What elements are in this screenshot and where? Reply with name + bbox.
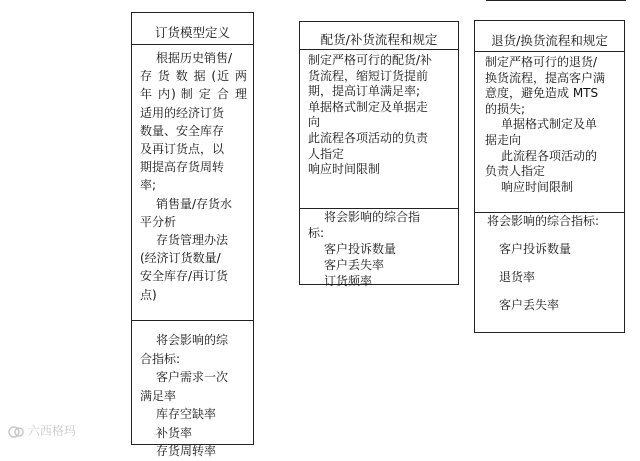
indicator-line: 订货频率 [324, 274, 373, 288]
indicator-line: 补货率 [156, 425, 193, 440]
return-process-body [475, 52, 624, 212]
watermark-text: 六西格玛 [27, 424, 76, 438]
order-model-title-text: 订货模型定义 [154, 25, 230, 40]
indicator-line: 合指标: [140, 351, 181, 366]
body-line: 点) [140, 287, 157, 302]
body-line: 数量、安全库存 [140, 123, 225, 138]
body-line: 此流程各项活动的 [501, 148, 598, 163]
indicator-line: 客户投诉数量 [324, 242, 397, 256]
indicator-line: 标: [308, 226, 325, 240]
indicator-line: 将会影响的综合指标: [487, 214, 600, 228]
body-line: 此流程各项活动的负责 [308, 130, 429, 145]
return-process-indicators [475, 212, 624, 313]
indicator-line: 客户投诉数量 [499, 242, 572, 256]
body-line: 存货管理办法 [156, 233, 229, 248]
watermark [8, 424, 76, 439]
distribution-process-indicators [300, 208, 458, 289]
distribution-process-title-text: 配货/补货流程和规定 [320, 32, 438, 47]
body-line: 年 内) 制 定 合 理 [140, 87, 247, 102]
indicator-line: 将会影响的综 [156, 333, 229, 347]
body-line: 存 货 数 据 (近 两 [140, 69, 247, 84]
order-model-body [132, 45, 253, 304]
body-line: 单据格式制定及单 [501, 117, 598, 132]
indicator-line: 满足率 [140, 388, 177, 403]
body-line: 制定严格可行的配货/补 [308, 53, 433, 67]
body-line: 意度，避免造成 MTS [485, 86, 599, 101]
body-line: 期提高存货周转 [140, 160, 225, 175]
indicator-line: 客户丢失率 [499, 298, 560, 312]
body-line: 期，提高订单满足率; [308, 84, 421, 99]
body-line: 的损失; [485, 101, 526, 116]
body-line: 换货流程，提高客户满 [485, 70, 606, 85]
body-line: 单据格式制定及单据走 [308, 99, 429, 114]
body-line: 平分析 [140, 214, 177, 229]
return-process-title-text: 退货/换货流程和规定 [491, 33, 608, 48]
order-model-title [132, 13, 253, 45]
return-process-box [474, 20, 625, 333]
body-line: 负责人指定 [485, 164, 546, 179]
body-line: 销售量/存货水 [156, 196, 233, 211]
body-line: (经济订货数量/ [140, 251, 221, 266]
distribution-process-body [300, 50, 458, 208]
body-line: 向 [308, 115, 321, 130]
body-line: 安全库存/再订货 [140, 269, 229, 284]
body-line: 响应时间限制 [501, 179, 574, 194]
body-line: 响应时间限制 [308, 162, 381, 177]
body-line: 货流程，缩短订货提前 [308, 68, 429, 83]
order-model-box [131, 12, 254, 458]
watermark-logo-icon [8, 425, 24, 439]
indicator-line: 客户需求一次 [156, 370, 229, 384]
body-line: 制定严格可行的退货/ [485, 55, 598, 69]
indicator-line: 客户丢失率 [324, 258, 385, 272]
distribution-process-box [299, 21, 459, 288]
distribution-process-title [300, 22, 458, 50]
body-line: 及再订货点，以 [140, 142, 225, 157]
body-line: 适用的经济订货 [140, 105, 225, 120]
body-line: 率; [140, 178, 157, 193]
indicator-line: 退货率 [499, 270, 536, 284]
body-line: 人指定 [308, 146, 345, 161]
indicator-line: 库存空缺率 [156, 407, 217, 421]
body-line: 根据历史销售/ [156, 51, 233, 65]
indicator-line: 存货周转率 [156, 444, 217, 458]
indicator-line: 将会影响的综合指 [324, 210, 421, 224]
return-process-title [475, 21, 624, 52]
order-model-indicators [132, 320, 253, 461]
cropped-box-edge [486, 0, 626, 2]
body-line: 据走向 [485, 132, 522, 147]
